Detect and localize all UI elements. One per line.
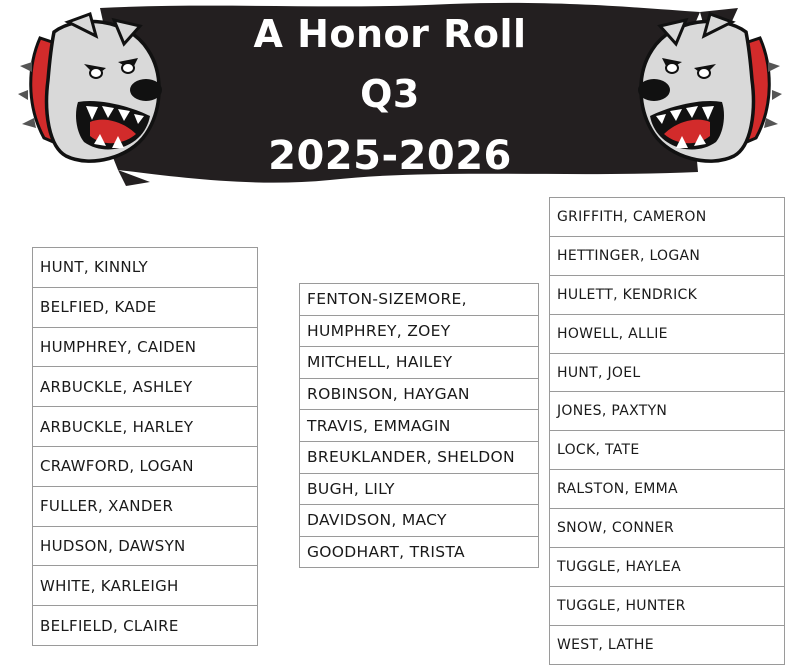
student-name: HETTINGER, LOGAN [550, 237, 784, 276]
student-name: MITCHELL, HAILEY [300, 347, 538, 379]
student-name: HUDSON, DAWSYN [33, 527, 257, 567]
student-name: GOODHART, TRISTA [300, 537, 538, 569]
student-name: JONES, PAXTYN [550, 392, 784, 431]
student-name: ARBUCKLE, ASHLEY [33, 367, 257, 407]
school-year-label: 2025-2026 [268, 133, 512, 179]
student-name: HUNT, JOEL [550, 354, 784, 393]
student-name: BUGH, LILY [300, 474, 538, 506]
student-name: GRIFFITH, CAMERON [550, 198, 784, 237]
student-name: HUMPHREY, ZOEY [300, 316, 538, 348]
student-name: TUGGLE, HAYLEA [550, 548, 784, 587]
student-name: BREUKLANDER, SHELDON [300, 442, 538, 474]
student-name: FULLER, XANDER [33, 487, 257, 527]
student-name: ARBUCKLE, HARLEY [33, 407, 257, 447]
student-name: HUNT, KINNLY [33, 248, 257, 288]
quarter-label: Q3 [360, 72, 420, 116]
student-name: LOCK, TATE [550, 431, 784, 470]
student-name: HOWELL, ALLIE [550, 315, 784, 354]
student-name: SNOW, CONNER [550, 509, 784, 548]
student-name: ROBINSON, HAYGAN [300, 379, 538, 411]
student-name: HULETT, KENDRICK [550, 276, 784, 315]
student-name: WHITE, KARLEIGH [33, 566, 257, 606]
student-name: FENTON-SIZEMORE, [300, 284, 538, 316]
student-name: BELFIED, KADE [33, 288, 257, 328]
page-title: A Honor Roll [253, 12, 527, 56]
name-list-column-3 [549, 197, 785, 665]
name-list-column-1 [32, 247, 258, 646]
student-name: CRAWFORD, LOGAN [33, 447, 257, 487]
student-name: WEST, LATHE [550, 626, 784, 665]
student-name: TRAVIS, EMMAGIN [300, 410, 538, 442]
student-name: DAVIDSON, MACY [300, 505, 538, 537]
student-name: BELFIELD, CLAIRE [33, 606, 257, 646]
bulldog-mascot-icon-right [632, 10, 782, 170]
bulldog-mascot-icon-left [18, 10, 168, 170]
student-name: RALSTON, EMMA [550, 470, 784, 509]
student-name: TUGGLE, HUNTER [550, 587, 784, 626]
student-name: HUMPHREY, CAIDEN [33, 328, 257, 368]
name-list-column-2 [299, 283, 539, 568]
